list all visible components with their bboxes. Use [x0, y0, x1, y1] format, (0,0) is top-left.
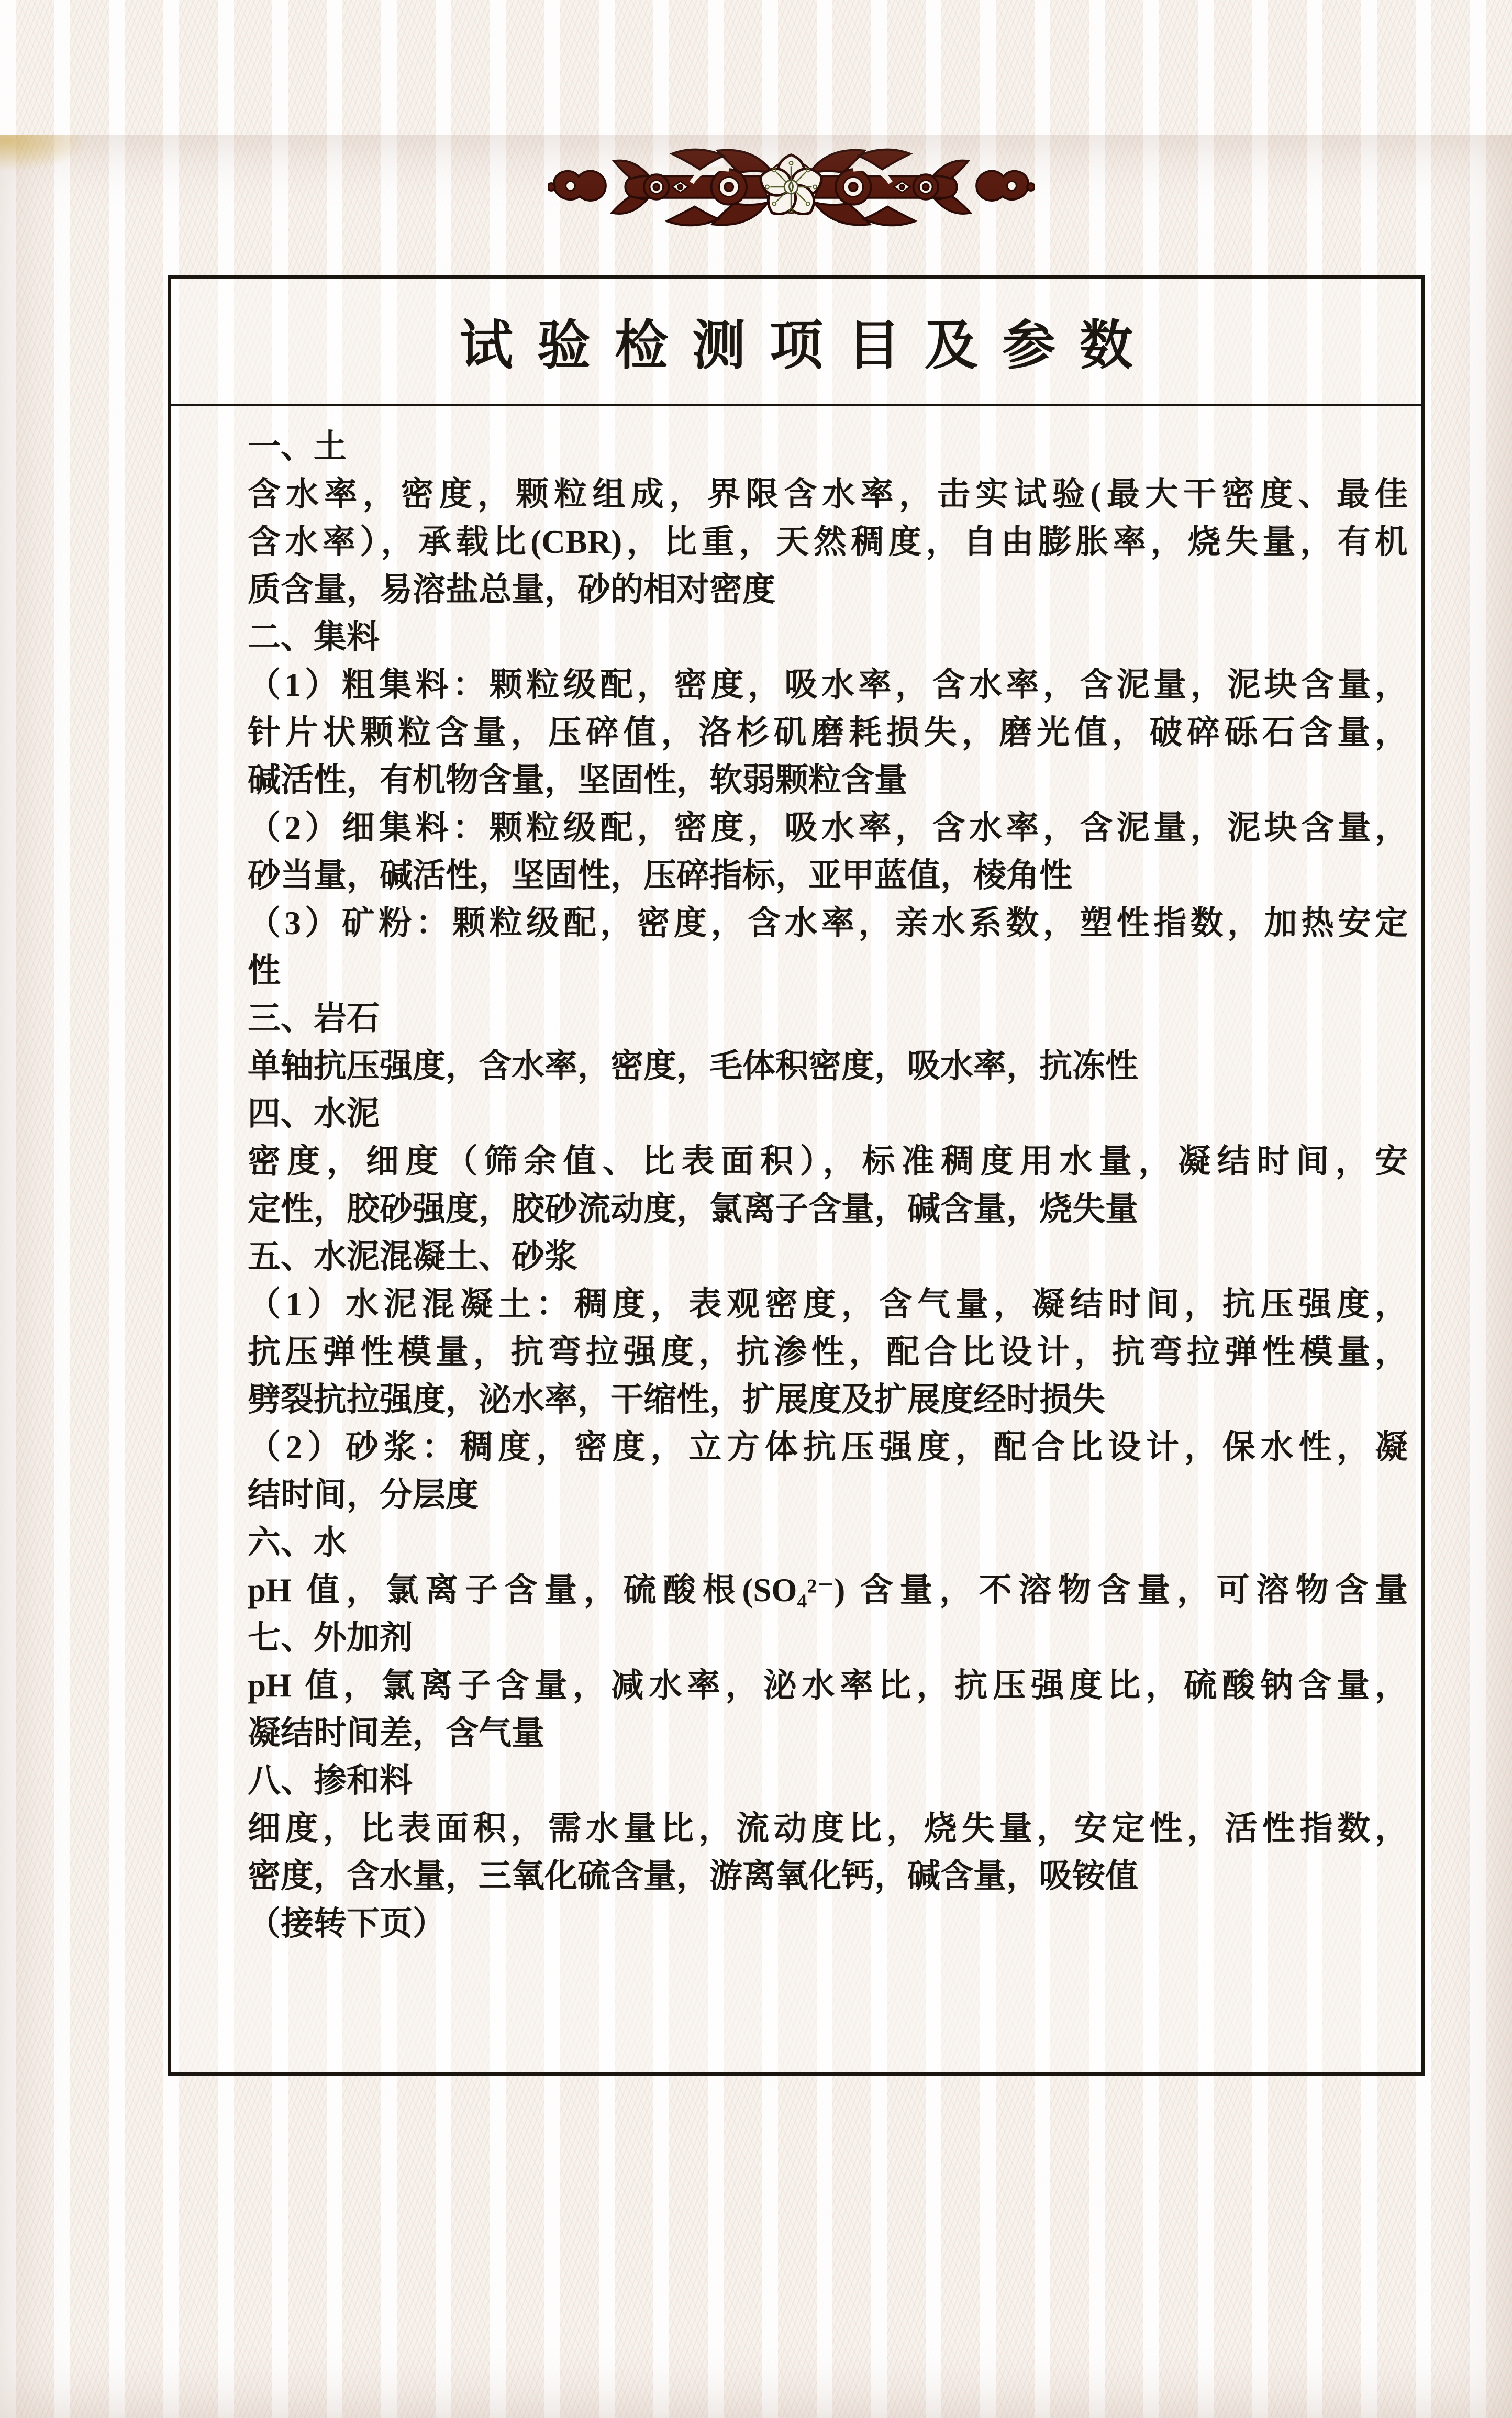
text-line: 结时间，分层度	[248, 1477, 479, 1513]
text-line: （3）矿粉：颗粒级配，密度，含水率，亲水系数，塑性指数，加热安定	[248, 905, 1408, 941]
text-line: 碱活性，有机物含量，坚固性，软弱颗粒含量	[248, 762, 907, 798]
section-heading-water: 六、水	[248, 1524, 347, 1561]
document-title-box	[171, 279, 1421, 406]
text-line: 质含量，易溶盐总量，砂的相对密度	[248, 571, 775, 608]
text-line: （2）砂浆：稠度，密度，立方体抗压强度，配合比设计，保水性，凝	[248, 1429, 1408, 1466]
section-heading-cement: 四、水泥	[248, 1095, 380, 1132]
document-body	[171, 406, 1421, 2072]
text-line: 含水率，密度，颗粒组成，界限含水率，击实试验(最大干密度、最佳	[248, 476, 1408, 513]
section-heading-aggregate: 二、集料	[248, 619, 380, 656]
text-line: 性	[248, 952, 281, 989]
section-heading-blending: 八、掺和料	[248, 1762, 413, 1799]
text-line: （2）细集料：颗粒级配，密度，吸水率，含水率，含泥量，泥块含量，	[248, 809, 1408, 846]
text-line: 定性，胶砂强度，胶砂流动度，氯离子含量，碱含量，烧失量	[248, 1191, 1138, 1227]
scanned-page	[0, 135, 1512, 2418]
text-line: 劈裂抗拉强度，泌水率，干缩性，扩展度及扩展度经时损失	[248, 1381, 1105, 1418]
section-heading-concrete: 五、水泥混凝土、砂浆	[248, 1238, 577, 1275]
text-line: 含水率），承载比(CBR)，比重，天然稠度，自由膨胀率，烧失量，有机	[248, 524, 1408, 560]
section-heading-rock: 三、岩石	[248, 1000, 380, 1037]
text-line: 单轴抗压强度，含水率，密度，毛体积密度，吸水率，抗冻性	[248, 1048, 1138, 1084]
text-line: pH 值，氯离子含量，减水率，泌水率比，抗压强度比，硫酸钠含量，	[248, 1667, 1408, 1704]
text-line: （1）水泥混凝土：稠度，表观密度，含气量，凝结时间，抗压强度，	[248, 1286, 1408, 1323]
text-line: 抗压弹性模量，抗弯拉强度，抗渗性，配合比设计，抗弯拉弹性模量，	[248, 1334, 1408, 1370]
text-line: 密度，细度（筛余值、比表面积），标准稠度用水量，凝结时间，安	[248, 1143, 1408, 1180]
text-line: pH 值，氯离子含量，硫酸根(SO₄²⁻) 含量，不溶物含量，可溶物含量	[248, 1572, 1408, 1609]
scan-artifact	[0, 135, 89, 172]
section-heading-admixture: 七、外加剂	[248, 1620, 413, 1656]
floral-divider-ornament	[548, 135, 1035, 239]
text-line: 密度，含水量，三氧化硫含量，游离氧化钙，碱含量，吸铵值	[248, 1858, 1138, 1894]
section-heading-soil: 一、土	[248, 428, 347, 465]
text-line: 砂当量，碱活性，坚固性，压碎指标，亚甲蓝值，棱角性	[248, 857, 1072, 894]
continuation-note: （接转下页）	[248, 1905, 446, 1942]
text-line: （1）粗集料：颗粒级配，密度，吸水率，含水率，含泥量，泥块含量，	[248, 667, 1408, 703]
document-border-box	[168, 275, 1425, 2076]
text-line: 细度，比表面积，需水量比，流动度比，烧失量，安定性，活性指数，	[248, 1810, 1408, 1847]
text-line: 针片状颗粒含量，压碎值，洛杉矶磨耗损失，磨光值，破碎砾石含量，	[248, 714, 1408, 751]
text-line: 凝结时间差，含气量	[248, 1715, 544, 1751]
page-title: 试验检测项目及参数	[460, 316, 1157, 376]
